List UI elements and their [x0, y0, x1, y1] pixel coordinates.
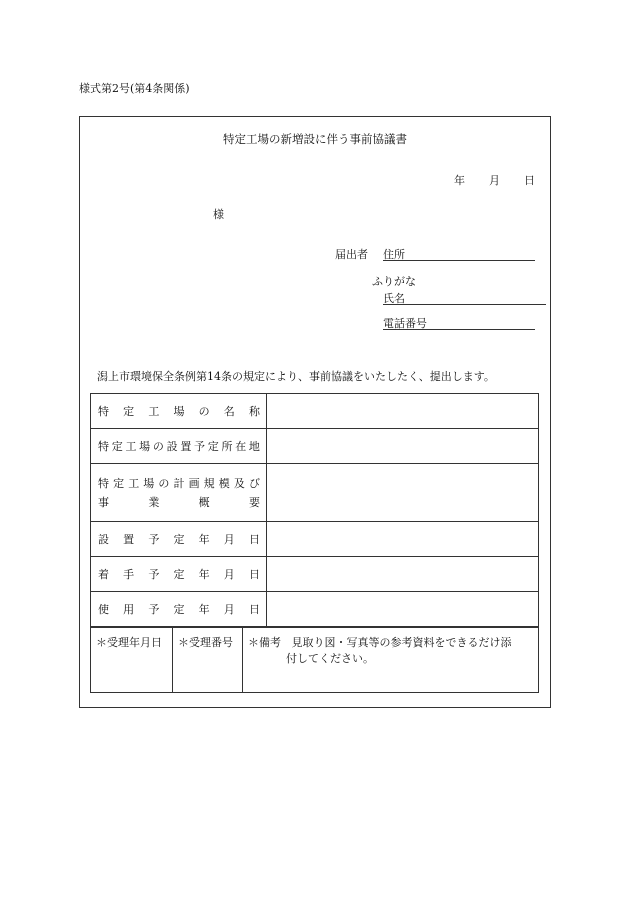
note-cell — [243, 628, 539, 693]
document-title: 特定工場の新増設に伴う事前協議書 — [223, 132, 407, 146]
spread-label: 事 業 概 要 — [98, 496, 260, 509]
info-table — [90, 393, 539, 627]
applicant-label: 届出者 — [335, 248, 368, 261]
spread-label: 特 定 工 場 の 名 称 — [98, 405, 260, 418]
row-value-location[interactable] — [267, 429, 539, 464]
table-row — [91, 522, 539, 557]
date-month-label: 月 — [489, 174, 500, 187]
furigana-label: ふりがな — [372, 275, 416, 288]
note-heading: ＊備考 — [248, 636, 281, 649]
spread-label: 特 定 工 場 の 設 置 予 定 所 在 地 — [98, 440, 260, 453]
row-label-use-date — [91, 592, 267, 627]
table-row — [91, 557, 539, 592]
addressee-suffix: 様 — [213, 208, 224, 221]
date-year-label: 年 — [454, 174, 465, 187]
spread-label: 使 用 予 定 年 月 日 — [98, 603, 260, 616]
address-label: 住所 — [383, 248, 405, 261]
phone-label: 電話番号 — [383, 317, 427, 330]
phone-field-line[interactable] — [383, 329, 535, 330]
name-label: 氏名 — [383, 292, 405, 305]
table-row — [91, 464, 539, 522]
row-value-start-date[interactable] — [267, 557, 539, 592]
row-value-plan-scale[interactable] — [267, 464, 539, 522]
address-field-line[interactable] — [383, 260, 535, 261]
receipt-number-label: ＊受理番号 — [178, 636, 233, 649]
row-value-factory-name[interactable] — [267, 394, 539, 429]
date-day-label: 日 — [524, 174, 535, 187]
table-row — [91, 429, 539, 464]
row-value-install-date[interactable] — [267, 522, 539, 557]
row-label-factory-name — [91, 394, 267, 429]
table-row — [91, 592, 539, 627]
receipt-number-cell[interactable] — [173, 628, 243, 693]
note-text-line2: 付してください。 — [286, 652, 374, 665]
row-label-start-date — [91, 557, 267, 592]
row-label-location — [91, 429, 267, 464]
receipt-date-label: ＊受理年月日 — [96, 636, 162, 649]
table-row — [91, 394, 539, 429]
spread-label: 着 手 予 定 年 月 日 — [98, 568, 260, 581]
spread-label: 特 定 工 場 の 計 画 規 模 及 び — [98, 477, 260, 490]
name-field-line[interactable] — [383, 304, 546, 305]
row-label-plan-scale — [91, 464, 267, 522]
table-row — [91, 628, 539, 693]
row-label-install-date — [91, 522, 267, 557]
receipt-table — [90, 627, 539, 693]
row-value-use-date[interactable] — [267, 592, 539, 627]
form-number: 様式第2号(第4条関係) — [79, 82, 190, 95]
statement-text: 潟上市環境保全条例第14条の規定により、事前協議をいたしたく、提出します。 — [97, 370, 495, 383]
note-text-line1: 見取り図・写真等の参考資料をできるだけ添 — [291, 636, 512, 649]
receipt-date-cell[interactable] — [91, 628, 173, 693]
spread-label: 設 置 予 定 年 月 日 — [98, 533, 260, 546]
note-first-line — [248, 634, 534, 650]
